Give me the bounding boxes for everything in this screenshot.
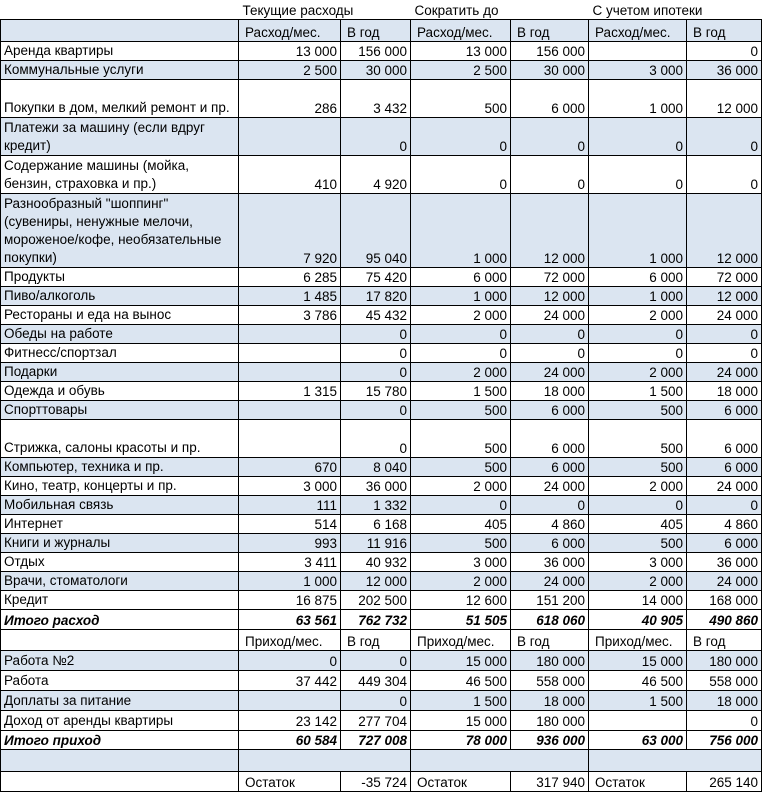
expense-row [1,381,762,400]
expense-total-row [1,609,762,629]
expense-value: 6 000 [511,457,589,476]
expense-row [1,552,762,571]
balance-label: Остаток [411,771,511,791]
expense-row [1,41,762,60]
expense-value: 12 000 [687,286,762,305]
expense-value: 514 [239,514,341,533]
expense-value: 6 000 [687,457,762,476]
income-total-value: 60 584 [239,730,341,749]
column-header: В год [341,19,411,41]
income-value: 558 000 [687,670,762,690]
expense-value: 1 315 [239,381,341,400]
expense-value: 3 411 [239,552,341,571]
expense-value: 500 [411,79,511,117]
expense-label: Коммунальные услуги [1,60,239,79]
blank-cell [1,749,239,771]
expense-value: 500 [411,533,511,552]
expense-value: 0 [341,419,411,457]
expense-value: 0 [411,343,511,362]
expense-value: 0 [411,324,511,343]
expense-value: 0 [589,495,687,514]
income-row [1,690,762,710]
column-header-row [1,19,762,41]
expense-value: 15 780 [341,381,411,400]
expense-value [239,117,341,155]
blank-cell [1,19,239,41]
income-label: Работа №2 [1,650,239,670]
expense-label: Книги и журналы [1,533,239,552]
expense-value [589,41,687,60]
expense-value: 45 432 [341,305,411,324]
expense-label: Стрижка, салоны красоты и пр. [1,419,239,457]
income-value: 180 000 [687,650,762,670]
income-value: 46 500 [589,670,687,690]
expense-row [1,305,762,324]
expense-value: 0 [589,117,687,155]
expense-value: 8 040 [341,457,411,476]
income-value: 0 [341,690,411,710]
expense-value: 0 [341,400,411,419]
expense-row [1,343,762,362]
expense-value: 0 [687,155,762,193]
expense-value: 0 [411,155,511,193]
expense-total-value: 40 905 [589,609,687,629]
blank-cell [589,749,762,771]
expense-value: 6 000 [687,533,762,552]
expense-value: 12 000 [687,193,762,267]
expense-value: 12 000 [687,79,762,117]
expense-value: 0 [589,324,687,343]
income-value: 449 304 [341,670,411,690]
expense-value: 11 916 [341,533,411,552]
expense-label: Рестораны и еда на вынос [1,305,239,324]
expense-value: 0 [687,41,762,60]
income-total-row [1,730,762,749]
expense-value: 500 [411,457,511,476]
balance-value: 265 140 [687,771,762,791]
expense-value: 2 000 [411,305,511,324]
expense-value: 24 000 [687,571,762,590]
expense-value: 36 000 [511,552,589,571]
expense-total-value: 618 060 [511,609,589,629]
expense-row [1,571,762,590]
expense-total-value: 51 505 [411,609,511,629]
expense-value: 16 875 [239,590,341,609]
income-value: 46 500 [411,670,511,690]
expense-row [1,362,762,381]
expense-value: 72 000 [687,267,762,286]
expense-value [239,400,341,419]
expense-value: 7 920 [239,193,341,267]
expense-value: 405 [411,514,511,533]
expense-value: 13 000 [239,41,341,60]
expense-label: Подарки [1,362,239,381]
income-value: 558 000 [511,670,589,690]
expense-value: 24 000 [511,305,589,324]
expense-row [1,324,762,343]
balance-value: 317 940 [511,771,589,791]
expense-value: 4 920 [341,155,411,193]
expense-value: 0 [511,117,589,155]
income-value: 18 000 [687,690,762,710]
expense-row [1,117,762,155]
expense-value: 156 000 [341,41,411,60]
expense-value: 3 432 [341,79,411,117]
expense-value: 0 [687,343,762,362]
expense-value: 12 000 [341,571,411,590]
expense-value: 0 [511,324,589,343]
expense-value: 0 [589,343,687,362]
expense-value: 0 [341,324,411,343]
expense-value: 1 000 [589,79,687,117]
expense-value: 500 [589,419,687,457]
expense-value: 1 000 [239,571,341,590]
income-value: 0 [341,650,411,670]
balance-label: Остаток [239,771,341,791]
expense-label: Отдых [1,552,239,571]
expense-value: 6 285 [239,267,341,286]
expense-value: 2 000 [411,571,511,590]
expense-value: 2 000 [411,476,511,495]
expense-label: Фитнесс/спортзал [1,343,239,362]
expense-row [1,193,762,267]
income-value [239,690,341,710]
expense-row [1,400,762,419]
expense-value: 72 000 [511,267,589,286]
column-header: В год [511,19,589,41]
expense-value: 500 [411,400,511,419]
expense-value: 6 168 [341,514,411,533]
group-header-reduce: Сократить до [411,0,589,19]
income-total-value: 78 000 [411,730,511,749]
group-header-current: Текущие расходы [239,0,411,19]
income-total-value: 756 000 [687,730,762,749]
expense-label: Кино, театр, концерты и пр. [1,476,239,495]
expense-value: 6 000 [511,79,589,117]
expense-value: 75 420 [341,267,411,286]
income-total-value: 63 000 [589,730,687,749]
expense-value: 2 500 [411,60,511,79]
income-value: 0 [239,650,341,670]
expense-row [1,495,762,514]
expense-value: 0 [687,117,762,155]
income-label: Доплаты за питание [1,690,239,710]
expense-value: 30 000 [341,60,411,79]
expense-value: 156 000 [511,41,589,60]
income-row [1,710,762,730]
expense-row [1,79,762,117]
expense-value: 30 000 [511,60,589,79]
income-value: 15 000 [411,650,511,670]
expense-value: 40 932 [341,552,411,571]
expense-value: 24 000 [511,571,589,590]
blank-cell [1,629,239,650]
expense-value: 3 000 [589,552,687,571]
expense-value: 6 000 [511,400,589,419]
expense-value: 6 000 [511,419,589,457]
expense-value: 12 000 [511,193,589,267]
column-header: Приход/мес. [239,629,341,650]
expense-value: 0 [589,155,687,193]
expense-value: 14 000 [589,590,687,609]
expense-row [1,60,762,79]
expense-value: 3 000 [589,60,687,79]
expense-row [1,457,762,476]
column-header: В год [687,19,762,41]
income-value: 15 000 [411,710,511,730]
expense-row [1,533,762,552]
expense-value: 0 [687,324,762,343]
expense-value: 1 000 [411,286,511,305]
expense-value [239,343,341,362]
expense-label: Интернет [1,514,239,533]
column-header: Расход/мес. [589,19,687,41]
expense-value: 0 [411,495,511,514]
income-label: Работа [1,670,239,690]
column-header: В год [687,629,762,650]
expense-value: 6 000 [411,267,511,286]
income-row [1,650,762,670]
expense-value: 36 000 [687,60,762,79]
expense-total-value: 490 860 [687,609,762,629]
expense-row [1,155,762,193]
expense-row [1,476,762,495]
expense-label: Врачи, стоматологи [1,571,239,590]
expense-value: 3 000 [411,552,511,571]
column-header: Расход/мес. [411,19,511,41]
expense-value: 18 000 [687,381,762,400]
income-total-value: 936 000 [511,730,589,749]
expense-value: 1 500 [589,381,687,400]
expense-value: 36 000 [341,476,411,495]
expense-value: 1 000 [589,193,687,267]
expense-row [1,514,762,533]
expense-label: Кредит [1,590,239,609]
expense-value: 0 [341,343,411,362]
expense-value: 18 000 [511,381,589,400]
expense-value: 202 500 [341,590,411,609]
expense-value: 2 000 [589,571,687,590]
expense-value: 0 [511,343,589,362]
expense-value: 1 332 [341,495,411,514]
expense-value: 6 000 [589,267,687,286]
column-header: Приход/мес. [589,629,687,650]
expense-value: 12 600 [411,590,511,609]
expense-value: 151 200 [511,590,589,609]
expense-label: Продукты [1,267,239,286]
expense-value [239,362,341,381]
income-value: 180 000 [511,650,589,670]
expense-total-value: 63 561 [239,609,341,629]
expense-label: Компьютер, техника и пр. [1,457,239,476]
income-value: 18 000 [511,690,589,710]
income-value [589,710,687,730]
expense-value: 0 [511,495,589,514]
expense-total-label: Итого расход [1,609,239,629]
expense-value: 4 860 [687,514,762,533]
income-value: 23 142 [239,710,341,730]
expense-value: 2 500 [239,60,341,79]
income-total-value: 727 008 [341,730,411,749]
expense-value: 500 [411,419,511,457]
expense-value: 95 040 [341,193,411,267]
column-header: В год [511,629,589,650]
blank-cell [1,0,239,19]
expense-label: Аренда квартиры [1,41,239,60]
expense-value: 993 [239,533,341,552]
expense-value: 36 000 [687,552,762,571]
expense-value: 12 000 [511,286,589,305]
expense-value: 500 [589,533,687,552]
column-header: Расход/мес. [239,19,341,41]
group-header-mortgage: С учетом ипотеки [589,0,762,19]
balance-row [1,771,762,791]
expense-value: 670 [239,457,341,476]
expense-label: Пиво/алкоголь [1,286,239,305]
column-header: Приход/мес. [411,629,511,650]
expense-value: 0 [341,117,411,155]
expense-value: 24 000 [687,476,762,495]
expense-label: Содержание машины (мойка, бензин, страховка и пр.) [1,155,239,193]
expense-total-value: 762 732 [341,609,411,629]
expense-value: 17 820 [341,286,411,305]
expense-value: 1 485 [239,286,341,305]
expense-label: Одежда и обувь [1,381,239,400]
expense-row [1,590,762,609]
expense-value: 1 000 [589,286,687,305]
expense-value: 2 000 [589,476,687,495]
expense-value [239,324,341,343]
expense-value: 500 [589,457,687,476]
income-header-row [1,629,762,650]
income-total-label: Итого приход [1,730,239,749]
income-value: 0 [687,710,762,730]
expense-row [1,286,762,305]
expense-label: Разнообразный "шоппинг" (сувениры, ненужные мелочи, мороженое/кофе, необязательные покупки) [1,193,239,267]
expense-row [1,267,762,286]
income-value: 1 500 [411,690,511,710]
column-header: В год [341,629,411,650]
expense-label: Обеды на работе [1,324,239,343]
expense-value: 2 000 [589,362,687,381]
expense-value: 24 000 [687,362,762,381]
expense-label: Мобильная связь [1,495,239,514]
expense-value: 0 [511,155,589,193]
expense-value: 0 [687,495,762,514]
expense-value: 24 000 [511,476,589,495]
expense-value: 3 786 [239,305,341,324]
expense-label: Спорттовары [1,400,239,419]
expense-value: 24 000 [687,305,762,324]
blank-cell [1,771,239,791]
expense-value: 24 000 [511,362,589,381]
blank-cell [411,749,589,771]
expense-value: 0 [411,117,511,155]
income-value: 277 704 [341,710,411,730]
expense-value: 6 000 [511,533,589,552]
expense-value: 0 [341,362,411,381]
expense-label: Платежи за машину (если вдруг кредит) [1,117,239,155]
expense-value: 3 000 [239,476,341,495]
expense-value [239,419,341,457]
blank-cell [239,749,411,771]
expense-value: 410 [239,155,341,193]
expense-value: 286 [239,79,341,117]
income-row [1,670,762,690]
expense-value: 500 [589,400,687,419]
group-header-row [1,0,762,19]
expense-value: 2 000 [589,305,687,324]
expense-value: 6 000 [687,400,762,419]
expense-value: 1 000 [411,193,511,267]
expense-value: 13 000 [411,41,511,60]
balance-label: Остаток [589,771,687,791]
expense-value: 6 000 [687,419,762,457]
income-value: 37 442 [239,670,341,690]
income-value: 1 500 [589,690,687,710]
income-value: 180 000 [511,710,589,730]
spacer-row [1,749,762,771]
expense-label: Покупки в дом, мелкий ремонт и пр. [1,79,239,117]
balance-value: -35 724 [341,771,411,791]
expense-value: 111 [239,495,341,514]
expense-value: 1 500 [411,381,511,400]
income-value: 15 000 [589,650,687,670]
expense-value: 4 860 [511,514,589,533]
expense-value: 168 000 [687,590,762,609]
expense-value: 405 [589,514,687,533]
expense-row [1,419,762,457]
income-label: Доход от аренды квартиры [1,710,239,730]
expense-value: 2 000 [411,362,511,381]
